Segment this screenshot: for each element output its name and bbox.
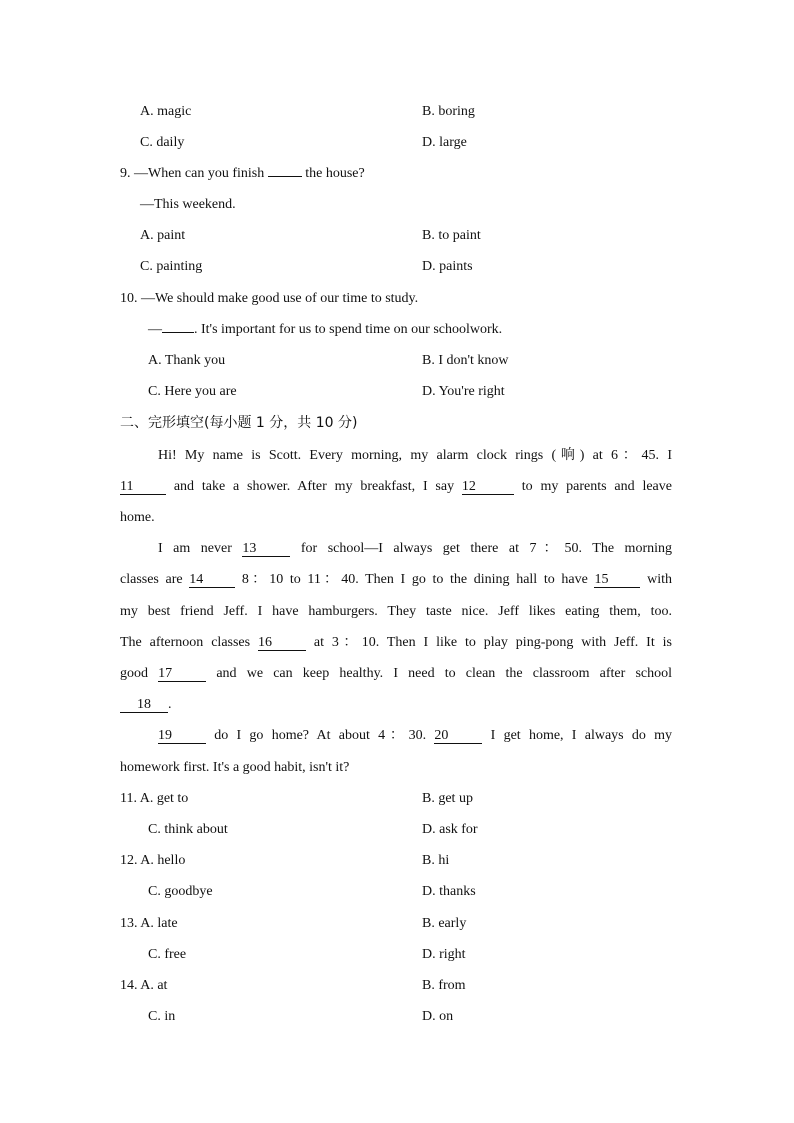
q9-option-b: B. to paint [422, 228, 481, 243]
q11-option-d: D. ask for [422, 822, 478, 837]
blank-16: 16 [258, 636, 306, 651]
q9-option-c: C. painting [140, 259, 203, 274]
blank-18: 18 [120, 698, 168, 713]
blank-17: 17 [158, 667, 206, 682]
passage-p3-line1: 19 do I go home? At about 4：30. 20 I get home, I always do my [158, 728, 673, 743]
passage-p1-line2: 11 and take a shower. After my breakfast, I say 12 to my parents and leave [120, 479, 672, 494]
q10-reply: — . It's important for us to spend time on our schoolwork. [148, 322, 503, 337]
passage-p1-line3: home. [120, 510, 155, 525]
q10-blank [162, 332, 194, 333]
q12-option-c: C. goodbye [148, 884, 213, 899]
passage-p2-line1: I am never 13 for school—I always get there at 7：50. The morning [158, 541, 672, 556]
q8-option-d: D. large [422, 135, 467, 150]
q11-option-a: 11. A. get to [120, 791, 189, 806]
passage-p1-line1: Hi! My name is Scott. Every morning, my alarm clock rings (响) at 6：45. I [158, 448, 672, 463]
blank-15: 15 [594, 573, 640, 588]
passage-p3-line2: homework first. It's a good habit, isn't it? [120, 760, 350, 775]
blank-14: 14 [189, 573, 235, 588]
blank-11: 11 [120, 480, 166, 495]
q14-option-c: C. in [148, 1009, 176, 1024]
q13-option-a: 13. A. late [120, 916, 178, 931]
blank-13: 13 [242, 542, 290, 557]
q12-option-b: B. hi [422, 853, 450, 868]
blank-19: 19 [158, 729, 206, 744]
q8-option-a: A. magic [140, 104, 192, 119]
q10-option-c: C. Here you are [148, 384, 237, 399]
passage-p2-line2: classes are 14 8：10 to 11：40. Then I go to the dining hall to have 15 with [120, 572, 673, 587]
q11-option-b: B. get up [422, 791, 473, 806]
passage-p2-line6: 18 . [120, 697, 672, 713]
q10-stem: 10. —We should make good use of our time to study. [120, 291, 419, 306]
q9-option-d: D. paints [422, 259, 473, 274]
q11-option-c: C. think about [148, 822, 228, 837]
q8-option-b: B. boring [422, 104, 475, 119]
q13-option-b: B. early [422, 916, 467, 931]
q9-option-a: A. paint [140, 228, 186, 243]
q9-reply: —This weekend. [140, 197, 236, 212]
passage-p2-line4: The afternoon classes 16 at 3：10. Then I like to play ping-pong with Jeff. It is [120, 635, 672, 650]
q14-option-d: D. on [422, 1009, 454, 1024]
q10-option-a: A. Thank you [148, 353, 226, 368]
q10-option-d: D. You're right [422, 384, 505, 399]
passage-p2-line3: my best friend Jeff. I have hamburgers. They taste nice. Jeff likes eating them, too. [120, 604, 672, 619]
q14-option-b: B. from [422, 978, 466, 993]
q10-option-b: B. I don't know [422, 353, 509, 368]
q13-option-c: C. free [148, 947, 187, 962]
q12-option-d: D. thanks [422, 884, 476, 899]
blank-20: 20 [434, 729, 482, 744]
blank-12: 12 [462, 480, 514, 495]
section-heading: 二、完形填空(每小题 1 分，共 10 分) [120, 415, 358, 431]
passage-p2-line5: good 17 and we can keep healthy. I need to clean the classroom after school [120, 666, 673, 681]
q9-stem: 9. —When can you finish the house? [120, 166, 365, 181]
q13-option-d: D. right [422, 947, 466, 962]
q14-option-a: 14. A. at [120, 978, 168, 993]
q8-option-c: C. daily [140, 135, 185, 150]
q12-option-a: 12. A. hello [120, 853, 186, 868]
q9-blank [268, 176, 302, 177]
